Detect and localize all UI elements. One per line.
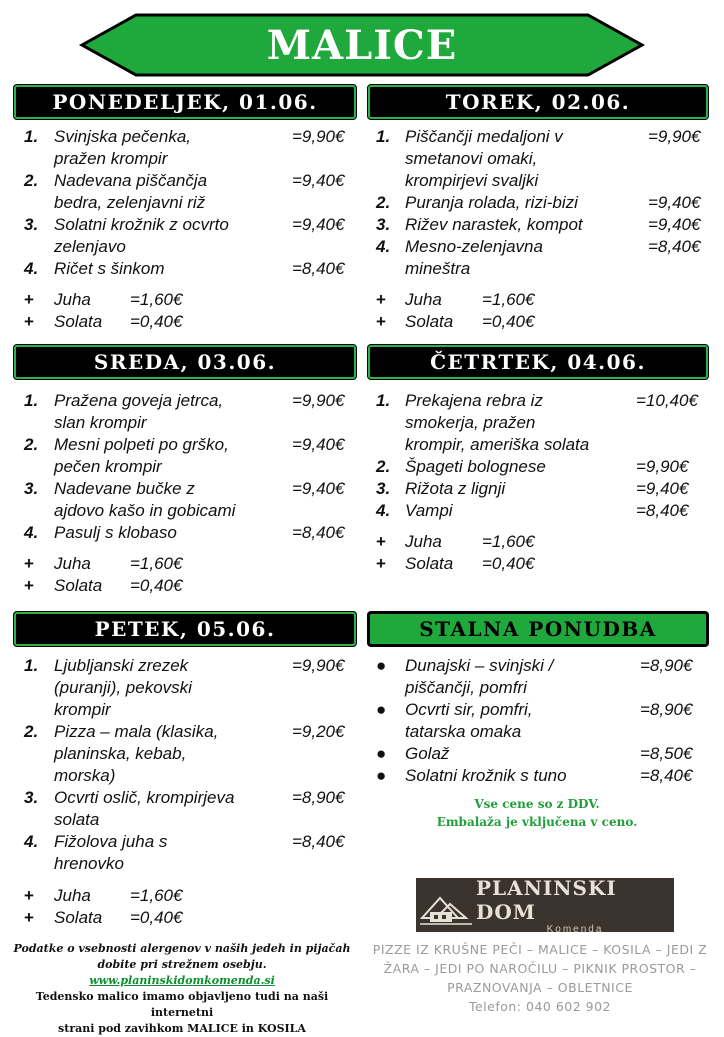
menu-list-petek <box>24 655 356 929</box>
day-header-torek: TOREK, 02.06. <box>368 85 708 119</box>
website-link[interactable]: www.planinskidomkomenda.si <box>89 974 275 987</box>
item-price: =8,40€ <box>640 766 693 785</box>
item-number: 3. <box>376 215 391 234</box>
item-price: =8,40€ <box>636 501 689 520</box>
item-name: Solatni krožnik z ocvrto zelenjavo <box>54 215 229 256</box>
item-name: Ocvrti sir, pomfri, tatarska omaka <box>405 700 533 741</box>
item-number: 3. <box>24 788 39 807</box>
vat-note: Vse cene so z DDV. <box>474 797 600 811</box>
extra-item <box>24 311 356 333</box>
item-name: Rižev narastek, kompot <box>405 215 583 234</box>
item-number: 1. <box>376 127 391 146</box>
extra-name: Solata <box>405 312 454 331</box>
extra-item <box>24 575 356 597</box>
item-name: Solatni krožnik s tuno <box>405 766 567 785</box>
item-name: Špageti bolognese <box>405 457 546 476</box>
item-price: =9,20€ <box>292 722 345 741</box>
item-price: =9,40€ <box>292 435 345 454</box>
item-number: 2. <box>376 457 391 476</box>
plus-icon: + <box>376 554 386 573</box>
plus-icon: + <box>24 886 34 905</box>
services-info: PIZZE IZ KRUŠNE PEČI – MALICE – KOSILA – JEDI Z ŽARA – JEDI PO NAROČILU – PIKNIK PROSTOR – PRAZNOVANJA – OBLETNICE Telefon: 040 602 902 <box>372 942 708 1014</box>
menu-item <box>24 390 356 434</box>
extra-price: =1,60€ <box>130 886 183 905</box>
item-name: Ocvrti oslič, krompirjeva solata <box>54 788 235 829</box>
item-number: 3. <box>376 479 391 498</box>
item-price: =8,40€ <box>292 832 345 851</box>
day-header-cetrtek: ČETRTEK, 04.06. <box>368 345 708 379</box>
item-price: =9,90€ <box>292 391 345 410</box>
menu-item <box>24 258 356 280</box>
item-name: Pražena goveja jetrca, slan krompir <box>54 391 224 432</box>
item-number: 4. <box>376 501 391 520</box>
plus-icon: + <box>24 312 34 331</box>
plus-icon: + <box>24 554 34 573</box>
extra-name: Solata <box>54 576 103 595</box>
menu-item <box>24 478 356 522</box>
item-price: =9,90€ <box>292 127 345 146</box>
stalna-ponudba-header: STALNA PONUDBA <box>368 612 708 646</box>
day-header-petek: PETEK, 05.06. <box>14 612 356 646</box>
extra-item <box>376 531 708 553</box>
title-banner <box>80 13 644 77</box>
extra-name: Juha <box>405 290 442 309</box>
item-price: =9,40€ <box>292 215 345 234</box>
menu-item <box>376 192 708 214</box>
item-name: Mesni polpeti po grško, pečen krompir <box>54 435 229 476</box>
item-number: 3. <box>24 479 39 498</box>
item-number: 1. <box>24 127 39 146</box>
menu-item <box>24 126 356 170</box>
extra-item <box>24 553 356 575</box>
plus-icon: + <box>24 908 34 927</box>
phone-number: Telefon: 040 602 902 <box>468 999 612 1014</box>
extra-price: =1,60€ <box>482 290 535 309</box>
day-header-sreda: SREDA, 03.06. <box>14 345 356 379</box>
item-name: Dunajski – svinjski / piščančji, pomfri <box>405 656 554 697</box>
item-number: 4. <box>376 237 391 256</box>
menu-item <box>376 500 708 522</box>
item-price: =9,40€ <box>636 479 689 498</box>
item-name: Piščančji medaljoni v smetanovi omaki, krompirjevi svaljki <box>405 127 563 190</box>
item-price: =9,90€ <box>292 656 345 675</box>
item-name: Ričet s šinkom <box>54 259 165 278</box>
menu-item <box>376 456 708 478</box>
item-price: =10,40€ <box>636 391 698 410</box>
extra-price: =0,40€ <box>130 576 183 595</box>
menu-item <box>376 390 708 456</box>
item-price: =8,40€ <box>292 523 345 542</box>
menu-item <box>24 721 356 787</box>
item-price: =8,90€ <box>640 656 693 675</box>
menu-item <box>376 699 708 743</box>
plus-icon: + <box>376 532 386 551</box>
item-number: ● <box>376 766 387 785</box>
item-name: Ljubljanski zrezek (puranji), pekovski krompir <box>54 656 192 719</box>
menu-item <box>24 170 356 214</box>
item-number: 2. <box>24 722 39 741</box>
extra-name: Juha <box>54 290 91 309</box>
menu-item <box>24 655 356 721</box>
extra-name: Solata <box>405 554 454 573</box>
item-number: 3. <box>24 215 39 234</box>
item-name: Svinjska pečenka, pražen krompir <box>54 127 192 168</box>
extra-name: Juha <box>405 532 442 551</box>
menu-item <box>376 655 708 699</box>
menu-item <box>24 214 356 258</box>
planinski-dom-logo: PLANINSKI DOM Komenda <box>416 878 674 932</box>
menu-item <box>376 214 708 236</box>
item-number: 4. <box>24 523 39 542</box>
item-price: =8,40€ <box>292 259 345 278</box>
item-number: 1. <box>376 391 391 410</box>
item-price: =9,40€ <box>648 193 701 212</box>
item-number: 4. <box>24 259 39 278</box>
extra-name: Juha <box>54 554 91 573</box>
item-price: =9,40€ <box>648 215 701 234</box>
plus-icon: + <box>24 290 34 309</box>
extra-name: Juha <box>54 886 91 905</box>
mountain-house-icon <box>416 878 476 932</box>
menu-item <box>376 765 708 787</box>
item-price: =9,40€ <box>292 171 345 190</box>
plus-icon: + <box>376 290 386 309</box>
extra-price: =0,40€ <box>130 908 183 927</box>
extra-item <box>24 289 356 311</box>
item-number: ● <box>376 700 387 719</box>
item-name: Nadevane bučke z ajdovo kašo in gobicami <box>54 479 236 520</box>
item-number: 2. <box>24 435 39 454</box>
item-name: Nadevana piščančja bedra, zelenjavni riž <box>54 171 208 212</box>
extra-price: =0,40€ <box>482 312 535 331</box>
extra-price: =0,40€ <box>482 554 535 573</box>
item-number: 2. <box>24 171 39 190</box>
allergen-info: Podatke o vsebnosti alergenov v naših jedeh in pijačah dobite pri strežnem osebju. www.planinskidomkomenda.si Tedensko malico imamo objavljeno tudi na naši internetni strani pod zavihkom MALICE in KOSILA <box>13 942 351 1035</box>
plus-icon: + <box>376 312 386 331</box>
extra-item <box>376 289 708 311</box>
item-name: Vampi <box>405 501 453 520</box>
item-price: =8,90€ <box>640 700 693 719</box>
item-price: =9,40€ <box>292 479 345 498</box>
item-name: Mesno-zelenjavna mineštra <box>405 237 543 278</box>
item-number: 1. <box>24 391 39 410</box>
menu-list-stalna <box>376 655 708 787</box>
extra-item <box>24 907 356 929</box>
extra-price: =1,60€ <box>130 554 183 573</box>
extra-item <box>24 885 356 907</box>
item-price: =8,40€ <box>648 237 701 256</box>
menu-item <box>376 236 708 280</box>
item-price: =9,90€ <box>648 127 701 146</box>
item-name: Prekajena rebra iz smokerja, pražen krompir, ameriška solata <box>405 391 590 454</box>
plus-icon: + <box>24 576 34 595</box>
menu-list-sreda <box>24 390 356 597</box>
item-name: Pasulj s klobaso <box>54 523 177 542</box>
item-name: Fižolova juha s hrenovko <box>54 832 168 873</box>
extra-name: Solata <box>54 908 103 927</box>
menu-item <box>24 787 356 831</box>
extra-price: =1,60€ <box>482 532 535 551</box>
item-name: Rižota z lignji <box>405 479 506 498</box>
item-number: ● <box>376 656 387 675</box>
item-price: =9,90€ <box>636 457 689 476</box>
extra-item <box>376 311 708 333</box>
item-number: ● <box>376 744 387 763</box>
menu-item <box>24 434 356 478</box>
packaging-note: Embalaža je vključena v ceno. <box>436 815 638 829</box>
item-name: Pizza – mala (klasika, planinska, kebab, morska) <box>54 722 219 785</box>
item-name: Golaž <box>405 744 450 763</box>
item-number: 1. <box>24 656 39 675</box>
extra-price: =0,40€ <box>130 312 183 331</box>
menu-list-torek <box>376 126 708 333</box>
item-number: 4. <box>24 832 39 851</box>
menu-item <box>24 522 356 544</box>
item-name: Puranja rolada, rizi-bizi <box>405 193 578 212</box>
menu-item <box>376 743 708 765</box>
extra-name: Solata <box>54 312 103 331</box>
menu-list-cetrtek <box>376 390 708 575</box>
item-number: 2. <box>376 193 391 212</box>
page-title: MALICE <box>266 21 458 69</box>
menu-item <box>376 126 708 192</box>
menu-list-ponedeljek <box>24 126 356 333</box>
day-header-ponedeljek: PONEDELJEK, 01.06. <box>14 85 356 119</box>
extra-item <box>376 553 708 575</box>
item-price: =8,90€ <box>292 788 345 807</box>
extra-price: =1,60€ <box>130 290 183 309</box>
menu-item <box>24 831 356 875</box>
item-price: =8,50€ <box>640 744 693 763</box>
menu-item <box>376 478 708 500</box>
